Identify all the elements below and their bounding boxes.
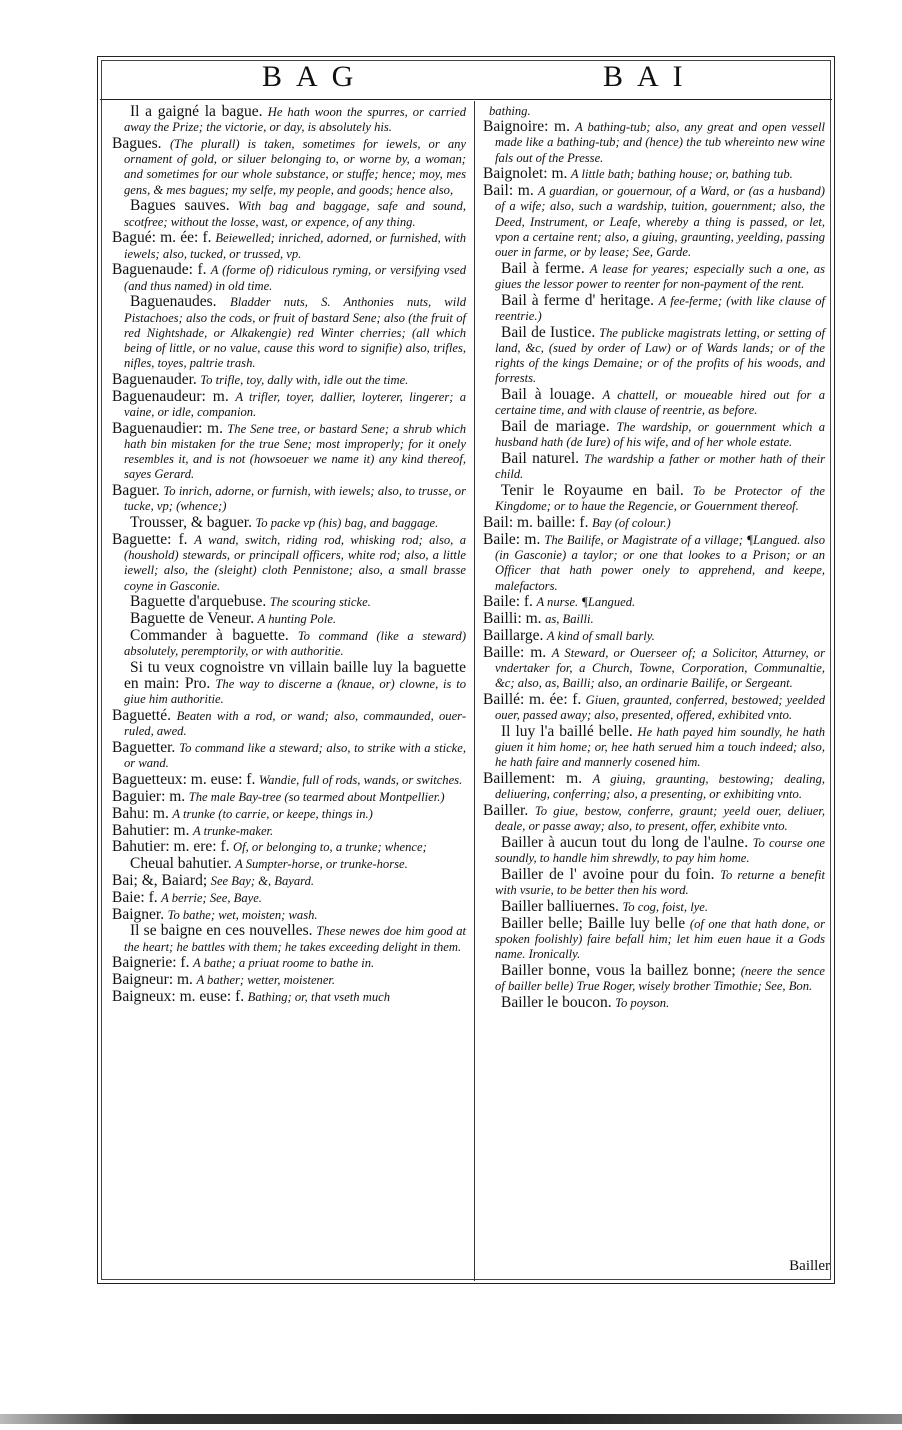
column-divider [474, 101, 475, 1281]
dictionary-entry [112, 823, 466, 839]
entry-definition: He hath payed him soundly, he hath giuen it him home; or, hee hath serued him a touch indeed; also, he hath faire and mannerly cosened him. [495, 725, 825, 770]
entry-definition: Beiewelled; inriched, adorned, or furnished, with iewels; also, tucked, or trussed, vp. [124, 231, 466, 261]
entry-definition: To command (like a steward) absolutely, peremptorily, or with authoritie. [124, 629, 467, 659]
entry-headword: Bail: m. [483, 182, 534, 200]
entry-headword: Baigneur: m. [112, 971, 193, 989]
left-column [112, 104, 466, 1006]
entry-headword: Trousser, & baguer. [130, 514, 252, 532]
dictionary-entry [112, 955, 466, 971]
dictionary-entry [112, 483, 466, 514]
entry-definition: The male Bay-tree (so tearmed about Montpellier.) [188, 790, 445, 805]
dictionary-entry [483, 611, 825, 627]
entry-definition: The wardship a father or mother hath of their child. [495, 452, 825, 482]
entry-definition: To poyson. [615, 996, 670, 1011]
dictionary-entry [112, 421, 466, 483]
entry-headword: Baguette: f. [112, 531, 188, 549]
dictionary-entry [483, 261, 825, 292]
entry-definition: See Bay; &, Bayard. [210, 874, 315, 888]
entry-headword: Baguenaudeur: m. [112, 387, 229, 405]
entry-definition: A nurse. ¶Langued. [536, 595, 636, 610]
dictionary-entry [112, 515, 466, 531]
dictionary-entry [483, 594, 825, 610]
dictionary-entry [112, 806, 466, 822]
dictionary-entry [483, 867, 825, 898]
entry-definition: A trunke (to carrie, or keepe, things in.) [172, 806, 373, 821]
entry-headword: Bailler belle; Baille luy belle [501, 915, 686, 933]
entry-definition: A giuing, graunting, bestowing; dealing, deliuering, conferring; also, a presenting, or exhibiting vnto. [495, 772, 826, 802]
entry-headword: Baguetté. [112, 707, 171, 725]
dictionary-entry [112, 708, 466, 739]
dictionary-entry [112, 136, 466, 198]
entry-headword: Si tu veux cognoistre vn villain baille luy la baguette en main: Pro. [124, 659, 466, 693]
entry-definition: A lease for yeares; especially such a one, as giues the lessor power to reenter for non-payment of the rent. [495, 261, 825, 292]
entry-headword: Baignerie: f. [112, 954, 190, 972]
dictionary-entry [483, 532, 825, 594]
dictionary-entry [112, 890, 466, 906]
entry-definition: The publicke magistrats letting, or setting of land, &c, (sued by order of Law) or of Wards lands; or of the rights of the kings Demaine; or of the profits of his woods, and forrests. [495, 325, 826, 386]
entry-headword: Bailler le boucon. [501, 994, 612, 1012]
entry-definition: The Bailife, or Magistrate of a village; ¶Langued. also (in Gasconie) a taylor; or one that lookes to a Prison; or an Officer that hath power onely to apprehend, and keepe, malefactors. [495, 533, 826, 593]
entry-definition: To command like a steward; also, to strike with a sticke, or wand. [124, 741, 466, 771]
entry-headword: Baguetter. [112, 739, 176, 757]
entry-definition: A guardian, or gouernour, of a Ward, or (as a husband) of a wife; also, such a wardship, tuition, gouernment; also, the Deed, Instrument, or Leafe, whereby a thing is passed, or let, vpon a certaine rent; also, a giuing, graunting, yeelding, passing ouer in farme, or by lease; See, Garde. [495, 184, 825, 260]
entry-definition: (neere the sence of bailler belle) True Roger, wisely brother Timothie; See, Bon. [495, 964, 825, 994]
dictionary-entry [112, 660, 466, 708]
entry-definition: The way to discerne a (knaue, or) clowne, is to giue him authoritie. [124, 677, 466, 707]
dictionary-entry [112, 856, 466, 872]
entry-definition: To bathe; wet, moisten; wash. [167, 907, 318, 922]
entry-headword: Baguette d'arquebuse. [130, 593, 267, 611]
dictionary-entry [483, 166, 825, 182]
scan-edge [0, 1414, 902, 1424]
dictionary-entry [483, 916, 825, 963]
entry-headword: Baile: m. [483, 531, 541, 549]
entry-headword: Bail à ferme. [501, 259, 585, 277]
dictionary-entry [112, 740, 466, 771]
entry-headword: Baguenauder. [112, 371, 197, 389]
dictionary-entry [112, 989, 466, 1005]
entry-definition: Bladder nuts, S. Anthonies nuts, wild Pistachoes; also the cods, or fruit of bastard Sene; also (the fruit of red Nightshade, or Alkakengie) red Winter cherries; (all which being of little, or no value, cause this word to signifie) also, trifles, nifles, toyes, paltrie trash. [124, 295, 466, 371]
entry-headword: Bailler bonne, vous la baillez bonne; [501, 962, 736, 980]
dictionary-entry [483, 325, 825, 387]
entry-headword: Baguetteux: m. euse: f. [112, 771, 256, 789]
dictionary-entry [483, 119, 825, 166]
dictionary-entry [483, 451, 825, 482]
entry-headword: Bail de mariage. [501, 418, 610, 436]
entry-headword: Baignoire: m. [483, 118, 570, 136]
dictionary-entry [112, 611, 466, 627]
dictionary-entry [112, 262, 466, 293]
entry-headword: Bahutier: m. ere: f. [112, 838, 230, 856]
entry-headword: Bailler balliuernes. [501, 898, 619, 916]
entry-headword: Baigner. [112, 905, 165, 923]
dictionary-entry [483, 645, 825, 692]
dictionary-entry [483, 899, 825, 915]
dictionary-entry [483, 803, 825, 834]
entry-headword: Bailli: m. [483, 610, 542, 628]
dictionary-entry [483, 293, 825, 324]
entry-definition: To inrich, adorne, or furnish, with iewels; also, to trusse, or tucke, vp; (whence;) [124, 484, 467, 514]
entry-definition: To returne a benefit with vsurie, to be better then his word. [495, 868, 826, 898]
entry-definition: With bag and baggage, safe and sound, scotfree; without the losse, wast, or expence, of any thing. [124, 199, 467, 229]
dictionary-entry [112, 972, 466, 988]
entry-definition: A trunke-maker. [193, 823, 274, 838]
dictionary-entry [112, 389, 466, 420]
entry-headword: Il luy l'a baillé belle. [501, 723, 633, 741]
dictionary-entry [112, 532, 466, 594]
entry-definition: A chattell, or moueable hired out for a certaine time, and with clause of reentrie, as before. [495, 388, 825, 418]
dictionary-entry [112, 839, 466, 855]
entry-headword: Baguer. [112, 482, 160, 500]
entry-definition: The wardship, or gouernment which a husband hath (de Iure) of his wife, and of her whole estate. [495, 420, 825, 450]
dictionary-entry [483, 963, 825, 994]
entry-headword: Bailler de l' avoine pour du foin. [501, 866, 715, 884]
entry-definition: A trifler, toyer, dallier, loyterer, lingerer; a vaine, or idle, companion. [124, 389, 467, 420]
entry-definition: A (forme of) ridiculous ryming, or versifying vsed (and thus named) in old time. [124, 263, 466, 293]
entry-definition: A Sumpter-horse, or trunke-horse. [235, 857, 408, 872]
right-column [483, 104, 825, 1012]
entry-definition: A wand, switch, riding rod, whisking rod; also, a (houshold) stewards, or principall officers, white rod; also, a little iewell; also, the (sleight) cloth Pennistone; also, a small brasse coyne in Gasconie. [124, 533, 466, 593]
entry-definition: A bathe; a priuat roome to bathe in. [192, 956, 375, 971]
entry-headword: Baille: m. [483, 643, 547, 661]
entry-definition: To packe vp (his) bag, and baggage. [255, 516, 439, 531]
entry-headword: Bagues sauves. [130, 197, 230, 215]
entry-headword: Bai; &, Baiard; [112, 872, 208, 889]
entry-headword: Tenir le Royaume en bail. [501, 482, 684, 500]
entry-headword: Baguenaudier: m. [112, 419, 223, 437]
entry-headword: Cheual bahutier. [130, 855, 232, 873]
entry-definition: A bathing-tub; also, any great and open vessell made like a bathing-tub; and (hence) the tub whereinto new wine fals out of the Presse. [495, 120, 825, 165]
entry-headword: Baillé: m. ée: f. [483, 691, 582, 709]
entry-headword: Baignolet: m. [483, 165, 568, 183]
entry-definition: A fee-ferme; (with like clause of reentrie.) [495, 293, 826, 324]
dictionary-entry [112, 628, 466, 659]
entry-headword: Bail à ferme d' heritage. [501, 291, 655, 309]
entry-headword: Bahutier: m. [112, 821, 190, 839]
entry-headword: Bail naturel. [501, 450, 580, 468]
entry-definition: The Sene tree, or bastard Sene; a shrub which hath bin mistaken for the true Sene; most improperly; for it onely resembles it, and is not (howsoeuer we name it) any kind thereof, sayes Gerard. [124, 421, 466, 482]
entry-definition: Beaten with a rod, or wand; also, commaunded, ouer-ruled, awed. [124, 709, 467, 739]
entry-definition: To cog, foist, lye. [622, 900, 709, 915]
entry-definition: To course one soundly, to handle him shrewdly, to pay him home. [495, 836, 826, 866]
entry-headword: Baguenaudes. [130, 293, 217, 311]
entry-headword: Bail: m. baille: f. [483, 514, 589, 532]
entry-headword: Baillement: m. [483, 770, 583, 788]
running-head-right: BAI [603, 60, 697, 93]
entry-definition: To trifle, toy, dally with, idle out the time. [200, 373, 409, 388]
entry-definition: A kind of small barly. [546, 629, 655, 644]
entry-definition: A Steward, or Ouerseer of; a Solicitor, Atturney, or vndertaker for, a Church, Towne, Corporation, Communaltie, &c; also, as, Bailli; also, an ordinarie Bailife, or Sergeant. [495, 645, 825, 691]
dictionary-entry [112, 772, 466, 788]
dictionary-entry [112, 873, 466, 889]
entry-definition: Wandie, full of rods, wands, or switches. [258, 773, 463, 788]
entry-headword: Commander à baguette. [130, 627, 289, 645]
dictionary-entry [483, 692, 825, 723]
dictionary-entry [112, 789, 466, 805]
entry-headword: Il se baigne en ces nouvelles. [130, 922, 313, 940]
dictionary-entry [483, 628, 825, 644]
entry-headword: Baguenaude: f. [112, 261, 207, 279]
entry-definition: Giuen, graunted, conferred, bestowed; yeelded ouer, passed away; also, presented, offered, exhibited vnto. [495, 693, 825, 723]
dictionary-entry [112, 198, 466, 229]
entry-headword: Bail à louage. [501, 386, 595, 404]
entry-definition: Bay (of colour.) [591, 516, 671, 531]
entry-headword: Baguier: m. [112, 788, 186, 806]
entry-definition: A little bath; bathing house; or, bathing tub. [570, 167, 793, 182]
dictionary-entry [112, 294, 466, 371]
entry-definition: He hath woon the spurres, or carried away the Prize; the victorie, or day, is absolutely his. [124, 105, 467, 135]
dictionary-entry [483, 771, 825, 802]
running-head-left: BAG [262, 60, 368, 93]
dictionary-entry [483, 835, 825, 866]
entry-definition: A berrie; See, Baye. [161, 890, 262, 905]
entry-definition: A bather; wetter, moistener. [196, 973, 336, 988]
dictionary-entry [483, 724, 825, 771]
continuation-text: bathing. [489, 104, 531, 118]
dictionary-entry [112, 594, 466, 610]
dictionary-entry [483, 515, 825, 531]
dictionary-entry [483, 419, 825, 450]
dictionary-entry [112, 230, 466, 261]
dictionary-entry [483, 483, 825, 514]
entry-definition: To be Protector of the Kingdome; or to haue the Regencie, or Gouernment thereof. [495, 484, 825, 514]
dictionary-entry [112, 907, 466, 923]
entry-headword: Bailler à aucun tout du long de l'aulne. [501, 834, 749, 852]
entry-definition: (of one that hath done, or spoken foolishly) faire befall him; let him euen haue it a Gods name. Ironically. [495, 917, 825, 962]
entry-headword: Bahu: m. [112, 804, 169, 822]
entry-headword: Il a gaigné la bague. [130, 103, 263, 120]
entry-definition: A hunting Pole. [257, 612, 337, 627]
entry-headword: Baile: f. [483, 593, 533, 611]
catchword: Bailler [789, 1258, 830, 1274]
entry-headword: Bailler. [483, 802, 529, 820]
dictionary-entry [112, 104, 466, 135]
entry-definition: The scouring sticke. [269, 595, 371, 610]
dictionary-entry [483, 995, 825, 1011]
entry-definition: Of, or belonging to, a trunke; whence; [233, 840, 427, 855]
entry-headword: Bagues. [112, 135, 162, 152]
dictionary-entry [112, 923, 466, 954]
dictionary-entry [483, 387, 825, 418]
entry-definition: These newes doe him good at the heart; he battles with them; he takes exceeding delight in them. [124, 924, 466, 954]
entry-definition: as, Bailli. [545, 612, 594, 627]
entry-headword: Bagué: m. ée: f. [112, 229, 212, 247]
entry-definition: To giue, bestow, conferre, graunt; yeeld ouer, deliuer, deale, or passe away; also, to present, offer, exhibite vnto. [495, 804, 825, 834]
header-rule [100, 99, 832, 100]
entry-headword: Bail de Iustice. [501, 323, 596, 341]
entry-headword: Baillarge. [483, 627, 544, 645]
entry-headword: Baguette de Veneur. [130, 610, 255, 628]
entry-headword: Baigneux: m. euse: f. [112, 987, 245, 1005]
entry-definition: (The plurall) is taken, sometimes for iewels, or any ornament of gold, or siluer belonging to, or worne by, a woman; and sometimes for our whole substance, or stuffe; hence; moy, mes gens, & mes bagues; my selfe, my people, and goods; hence also, [124, 137, 467, 197]
entry-headword: Baie: f. [112, 888, 158, 906]
entry-definition: Bathing; or, that vseth much [247, 989, 391, 1004]
dictionary-entry [112, 372, 466, 388]
dictionary-entry [483, 183, 825, 260]
